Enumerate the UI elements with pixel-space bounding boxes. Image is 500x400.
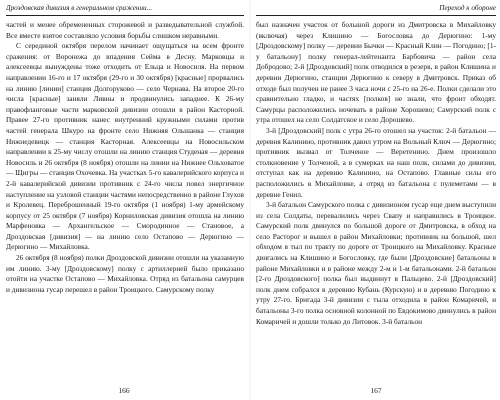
left-paragraph-1: частей и менее обремененных сторожевой и разведывательной службой. Все вместе взятое составляло условия борьбы слишком неравными. — [6, 20, 244, 40]
left-paragraph-2: С серединой октября перелом начинает ощущаться на всем фронте сражения: от Воронежа до впадения Сейма в Десну. Марковцы и алексеевцы вынуждены тоже отходить от Ельца и Новосиля. На первом направлении 16-го и 17 октября (29-го и 30 октября) [красные] прорвались на линию [линии] станция Долгоруково — село Чернава. На второе 20-го числа [красные] заняли Ливны и продвинулись западнее. К 26-му правофланговые части марковской дивизии отошли в район Касторной. Правее 27-го противник нанес внутренний кружными силами против частей генерала Шкуро на фронте село Нижняя Ольшанка — станция Нижнедевицк — станция Касторная. Алексеевцы на Новосильском направлении к 25-му числу отошли на линию станция Студеная — деревня Новосиль и 26 октября (8 ноября) отошли на линии на Нижнее Ольховатое — Щигры — станция Охочевка. На участках 5-го кавалерийского корпуса и 2-й кавалерийской дивизии противник с 24-го числа повел энергичное наступление на узловой станции частями непосредственно в районе Глухов и Кролевец. Переброшенный 19-го октября (1 ноября) 1-му армейскому корпусу от 25 октября (7 ноября) Корниловская дивизия отошла на линию Марфеновка — Архангельское — Смородинное — Становое, а Дроздовская [дивизия] — на линию село Остапово — Дерюгино — Дерюгино — Михайловка. — [6, 41, 244, 252]
right-paragraph-1: был назначен участок от большой дороги из Дмитровска в Михайловку (включая) через Клишино — Богословка до Дерюгино: 1-му [Дроздовскому] полку — деревни Бычки — Красный Клин — Погодино; [1-у батальону] полку генерал-лейтенанта Барбовича — район села Добродово; 2-й [Дроздовский] полк отводился в резерв, в район Клишина и деревни Дерюгино, станции Дерюгино к северу в Дмитровск. Приказ об отходе был получен не ранее 3 часа ночи с 25-го на 26-е. Полки сделали это сравнительно гладко, и частях [полков] не знали, что фронт обходят. Самурцы расположились ночевать в районе Хорошево; Самурский полк с утра отошел на село Солдатское и село Дорошево. — [256, 20, 496, 125]
page-gutter — [249, 0, 251, 400]
right-paragraph-2: 3-й [Дроздовский] полк с утра 26-го отошел на участок: 2-й батальон — деревня Калинино, противник давил утром на Вольный Ключ — Дерюгино; противник вызвал от Толченое — Веретенино. Днем произошло столкновение у Толченой, а в сумерках на наш полк, силами до дивизии, отступал как на деревню Калинино, на Остапово. Главные силы его расположились в Михайловке, а отряд из батальона с пулеметами — в деревне Генил. — [256, 125, 496, 199]
left-page-number: 166 — [118, 386, 130, 395]
left-running-head: Дроздовская дивизия в генеральном сражении... — [6, 3, 244, 16]
left-page — [4, 3, 244, 399]
right-body-text — [256, 20, 496, 327]
left-body-text — [6, 20, 244, 295]
right-paragraph-3: 3-й батальон Самурского полка с дивизионом гусар еще днем выступили из села Солдаты, перевалились через Свапу и направились в Троицкое. Самурский полк двинулся по большой дороге от Дмитровска, в обход на село Расторог и вышел в район Михайловки; противник на большой, шел обходом в тыл по тракту по дороге от Троицкого на Михайловку. Красные двигались на Клишино и Богословку, где были [Дроздовские] батальоны в районе Михайловки и в районе между 2-м и 1-м батальонами. 2-й батальон [2-го Дроздовского] полка был выдвинут в Пальцево. 2-й [Дроздовский] полк днем собрался в деревню Кубань (Курскую) и в деревню Погодино к утру 27-го. Бригада 3-й дивизии с тыла отходила в район Комаричей, и батальоны 3-го полка основной колонной по Евдокимово двинулись в район Комаричей и дошли только до Литовок. 3-й батальон — [256, 200, 496, 326]
right-running-head: Переход к обороне — [256, 3, 496, 16]
left-paragraph-3: 26 октября (8 ноября) полки Дроздовской дивизии отошли на указанную им линию. 3-му [Дроздовскому] полку с артиллерией было приказано отойти на участке Остапово — Михайловка. Отряд из батальона самурцев и дивизиона гусар перешел в район Троицкого. Самурскому полку — [6, 253, 244, 294]
right-page-number: 167 — [370, 386, 382, 395]
right-page — [256, 3, 496, 399]
